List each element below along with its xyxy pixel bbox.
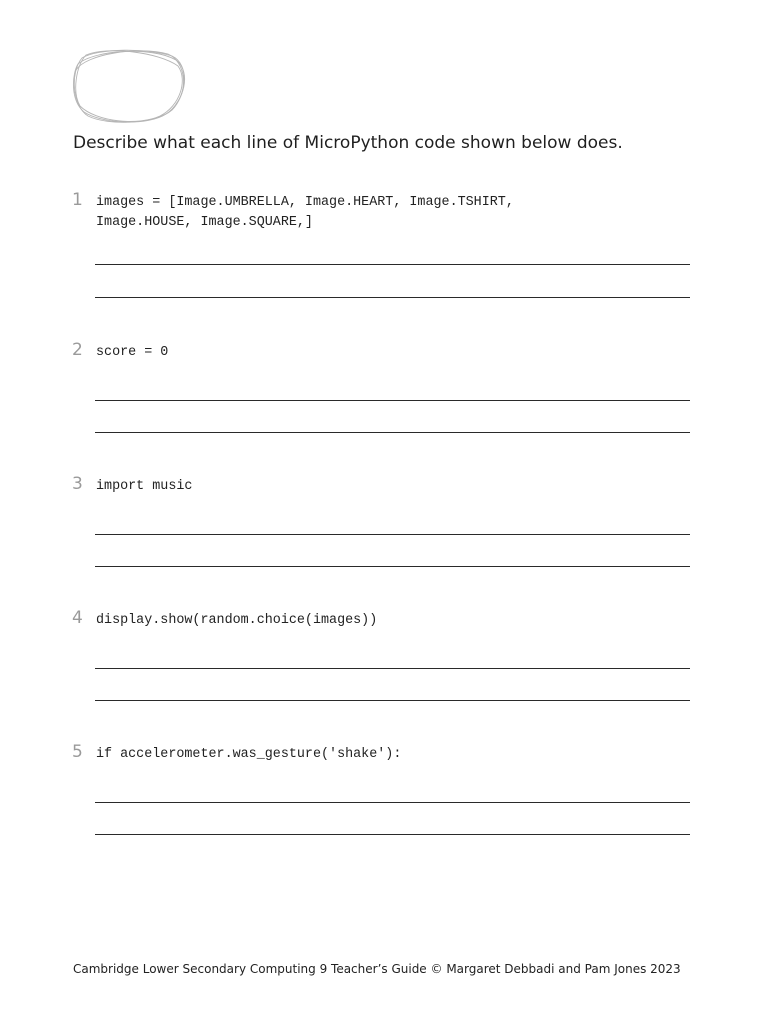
code-line: if accelerometer.was_gesture('shake'): xyxy=(96,747,402,762)
code-snippet xyxy=(96,477,192,497)
scribble-circle-icon xyxy=(68,46,190,128)
code-line: import music xyxy=(96,479,193,494)
code-line: score = 0 xyxy=(96,345,169,360)
question-number: 4 xyxy=(72,608,83,628)
answer-line xyxy=(95,834,690,835)
answer-line xyxy=(95,297,690,298)
answer-line xyxy=(95,432,690,433)
code-line: display.show(random.choice(images)) xyxy=(96,613,378,628)
code-snippet xyxy=(96,343,168,363)
question-number: 2 xyxy=(72,340,83,360)
answer-line xyxy=(95,566,690,567)
code-line: images = [Image.UMBRELLA, Image.HEART, Image.TSHIRT, xyxy=(96,195,514,210)
answer-line xyxy=(95,668,690,669)
question-number: 1 xyxy=(72,190,83,210)
question-number: 3 xyxy=(72,474,83,494)
instruction-text: Describe what each line of MicroPython code shown below does. xyxy=(73,133,623,153)
code-line: Image.HOUSE, Image.SQUARE,] xyxy=(96,215,313,230)
answer-line xyxy=(95,534,690,535)
answer-line xyxy=(95,400,690,401)
footer-copyright: Cambridge Lower Secondary Computing 9 Teacher’s Guide © Margaret Debbadi and Pam Jones 2023 xyxy=(73,962,681,976)
code-snippet xyxy=(96,611,377,631)
code-snippet xyxy=(96,745,401,765)
answer-line xyxy=(95,802,690,803)
answer-line xyxy=(95,700,690,701)
answer-line xyxy=(95,264,690,265)
code-snippet xyxy=(96,193,514,233)
question-number: 5 xyxy=(72,742,83,762)
